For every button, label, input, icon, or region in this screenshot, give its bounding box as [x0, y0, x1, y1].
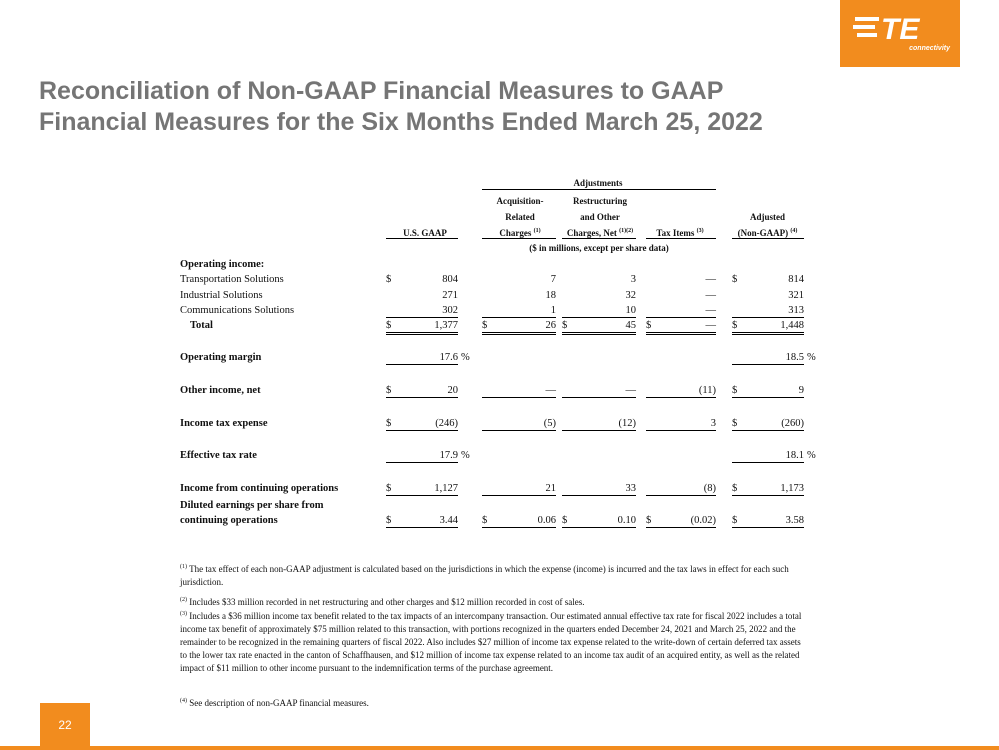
- row-label: Effective tax rate: [180, 450, 257, 461]
- te-logo-icon: [853, 13, 947, 43]
- cell-tax-value: 3: [710, 418, 716, 429]
- cell-gaap-sign: $: [386, 320, 392, 331]
- cell-acq-value: 26: [545, 320, 556, 331]
- cell-gaap-value: 302: [442, 305, 458, 316]
- page-number: 22: [40, 703, 90, 748]
- logo-subtext: connectivity: [909, 45, 950, 52]
- cell-adj-value: 18.5: [785, 352, 804, 363]
- cell-tax-rule: [646, 397, 716, 398]
- header-rule-gaap: [386, 238, 458, 239]
- header-adjusted-line2: (Non-GAAP) $^{(4)}$: [737, 228, 798, 238]
- cell-acq-value: 1: [550, 305, 556, 316]
- svg-text:TE: TE: [881, 13, 920, 43]
- cell-adj-value: 9: [798, 385, 804, 396]
- row-label: Industrial Solutions: [180, 290, 263, 301]
- cell-tax-value: —: [705, 290, 716, 301]
- cell-acq-rule: [482, 397, 556, 398]
- cell-acq-rule: [482, 527, 556, 528]
- cell-adj-sign: $: [732, 418, 738, 429]
- cell-adj-sign: $: [732, 515, 738, 526]
- cell-adj-rule: [732, 397, 804, 398]
- cell-gaap-rule: [386, 527, 458, 528]
- cell-adj-value: 1,448: [780, 320, 804, 331]
- cell-restr-value: 10: [625, 305, 636, 316]
- cell-adj-double-rule: [732, 332, 804, 335]
- cell-adj-rule: [732, 317, 804, 318]
- cell-adj-value: 18.1: [785, 450, 804, 461]
- units-note: ($ in millions, except per share data): [529, 243, 669, 253]
- cell-restr-value: 0.10: [617, 515, 636, 526]
- cell-adj-value: 321: [788, 290, 804, 301]
- cell-acq-value: 21: [545, 483, 556, 494]
- cell-restr-value: 32: [625, 290, 636, 301]
- cell-adj-rule: [732, 430, 804, 431]
- footnote: $^{(2)}$ Includes $33 million recorded in net restructuring and other charges and $12 million recorded in cost of sales.: [180, 597, 585, 607]
- cell-adj-value: 814: [788, 274, 804, 285]
- cell-gaap-value: 17.6: [439, 352, 458, 363]
- title-line-1: Reconciliation of Non-GAAP Financial Measures to GAAP: [39, 77, 724, 105]
- cell-acq-value: 7: [550, 274, 556, 285]
- row-label-cont: continuing operations: [180, 515, 278, 526]
- row-label: Communications Solutions: [180, 305, 295, 316]
- cell-acq-value: (5): [543, 418, 556, 429]
- cell-restr-rule: [562, 527, 636, 528]
- cell-gaap-rule: [386, 317, 458, 318]
- cell-tax-value: (0.02): [690, 515, 716, 526]
- cell-adj-value: 1,173: [780, 483, 804, 494]
- header-tax-items: Tax Items $^{(3)}$: [656, 228, 704, 238]
- cell-gaap-value: 1,377: [434, 320, 458, 331]
- cell-gaap-sign: $: [386, 483, 392, 494]
- cell-adj-value: 3.58: [785, 515, 804, 526]
- cell-gaap-sign: $: [386, 274, 392, 285]
- row-label: Diluted earnings per share from: [180, 500, 324, 511]
- cell-acq-double-rule: [482, 332, 556, 335]
- cell-tax-value: —: [705, 320, 716, 331]
- cell-restr-value: (12): [618, 418, 636, 429]
- cell-restr-rule: [562, 495, 636, 496]
- cell-adj-sign: $: [732, 320, 738, 331]
- cell-gaap-rule: [386, 397, 458, 398]
- cell-gaap-value: 3.44: [439, 515, 458, 526]
- row-label: Income tax expense: [180, 418, 268, 429]
- cell-adj-rule: [732, 527, 804, 528]
- cell-restr-rule: [562, 317, 636, 318]
- cell-gaap-value: 271: [442, 290, 458, 301]
- adjustments-header: Adjustments: [573, 178, 623, 188]
- header-rule-tax: [646, 238, 716, 239]
- cell-restr-value: 3: [630, 274, 636, 285]
- cell-gaap-value: (246): [435, 418, 458, 429]
- cell-restr-sign: $: [562, 320, 568, 331]
- cell-adj-sign: $: [732, 385, 738, 396]
- cell-tax-rule: [646, 430, 716, 431]
- cell-adj-percent: %: [807, 352, 816, 363]
- cell-acq-sign: $: [482, 515, 488, 526]
- cell-gaap-value: 804: [442, 274, 458, 285]
- row-label: Operating margin: [180, 352, 262, 363]
- cell-acq-value: —: [545, 385, 556, 396]
- cell-tax-value: —: [705, 305, 716, 316]
- cell-gaap-double-rule: [386, 332, 458, 335]
- cell-gaap-rule: [386, 462, 458, 463]
- cell-adj-percent: %: [807, 450, 816, 461]
- adjustments-header-rule: [482, 189, 716, 190]
- header-adjusted-line1: Adjusted: [749, 212, 785, 222]
- cell-tax-sign: $: [646, 515, 652, 526]
- cell-restr-value: —: [625, 385, 636, 396]
- cell-restr-sign: $: [562, 515, 568, 526]
- header-restr-line1: Restructuring: [573, 196, 627, 206]
- header-rule-restr: [562, 238, 636, 239]
- cell-acq-rule: [482, 430, 556, 431]
- cell-acq-rule: [482, 495, 556, 496]
- cell-acq-value: 0.06: [537, 515, 556, 526]
- header-restr-line3: Charges, Net $^{(1)(2)}$: [566, 228, 634, 238]
- header-rule-acq: [482, 238, 556, 239]
- cell-acq-value: 18: [545, 290, 556, 301]
- header-rule-adjusted: [732, 238, 804, 239]
- cell-gaap-sign: $: [386, 515, 392, 526]
- row-label: Total: [190, 320, 213, 331]
- bottom-accent-bar: [0, 746, 999, 750]
- cell-gaap-rule: [386, 430, 458, 431]
- cell-adj-sign: $: [732, 483, 738, 494]
- cell-gaap-rule: [386, 364, 458, 365]
- header-acq-line1: Acquisition-: [496, 196, 544, 206]
- header-restr-line2: and Other: [580, 212, 620, 222]
- cell-gaap-percent: %: [461, 450, 470, 461]
- row-label: Other income, net: [180, 385, 261, 396]
- cell-restr-rule: [562, 430, 636, 431]
- footnote: $^{(1)}$ The tax effect of each non-GAAP adjustment is calculated based on the jurisdictions in which the expense (income) is incurred and the tax laws in effect for each such jurisdiction.: [180, 564, 789, 587]
- cell-adj-value: 313: [788, 305, 804, 316]
- cell-tax-double-rule: [646, 332, 716, 335]
- header-us-gaap: U.S. GAAP: [403, 228, 447, 238]
- cell-gaap-value: 20: [447, 385, 458, 396]
- cell-gaap-percent: %: [461, 352, 470, 363]
- cell-tax-rule: [646, 317, 716, 318]
- cell-restr-value: 33: [625, 483, 636, 494]
- cell-gaap-rule: [386, 495, 458, 496]
- row-label: Transportation Solutions: [180, 274, 284, 285]
- cell-tax-rule: [646, 495, 716, 496]
- te-connectivity-logo: [840, 0, 960, 67]
- cell-gaap-value: 1,127: [434, 483, 458, 494]
- cell-tax-value: —: [705, 274, 716, 285]
- header-acq-line3: Charges $^{(1)}$: [499, 228, 541, 238]
- cell-tax-value: (11): [698, 385, 716, 396]
- cell-acq-rule: [482, 317, 556, 318]
- cell-adj-value: (260): [781, 418, 804, 429]
- operating-income-label: Operating income:: [180, 259, 265, 270]
- footnote: $^{(3)}$ Includes a $36 million income tax benefit related to the tax impacts of an intercompany transaction. Our estimated annual effective tax rate for fiscal 2022 includes a total income tax benefit of approximately $75 million related to this transaction, with portions recognized in the quarters ended December 24, 2021 and March 25, 2022 and the remainder to be recognized in the remaining quarters of fiscal 2022. Also includes $27 million of income tax expense related to the write-down of certain deferred tax assets to the lower tax rate enacted in the canton of Schaffhausen, and $12 million of income tax expense related to an income tax audit of an acquired entity, as well as the related impact of $11 million to other income pursuant to the indemnification terms of the purchase agreement.: [180, 611, 802, 673]
- cell-restr-double-rule: [562, 332, 636, 335]
- cell-gaap-sign: $: [386, 385, 392, 396]
- cell-tax-sign: $: [646, 320, 652, 331]
- row-label: Income from continuing operations: [180, 483, 339, 494]
- footnote: $^{(4)}$ See description of non-GAAP financial measures.: [180, 698, 369, 708]
- cell-gaap-value: 17.9: [439, 450, 458, 461]
- page-title: [39, 76, 919, 138]
- cell-tax-rule: [646, 527, 716, 528]
- cell-adj-rule: [732, 364, 804, 365]
- cell-tax-value: (8): [703, 483, 716, 494]
- header-acq-line2: Related: [505, 212, 535, 222]
- cell-adj-rule: [732, 495, 804, 496]
- cell-adj-sign: $: [732, 274, 738, 285]
- title-line-2: Financial Measures for the Six Months Ended March 25, 2022: [39, 108, 763, 136]
- cell-acq-sign: $: [482, 320, 488, 331]
- cell-restr-value: 45: [625, 320, 636, 331]
- cell-gaap-sign: $: [386, 418, 392, 429]
- cell-adj-rule: [732, 462, 804, 463]
- cell-restr-rule: [562, 397, 636, 398]
